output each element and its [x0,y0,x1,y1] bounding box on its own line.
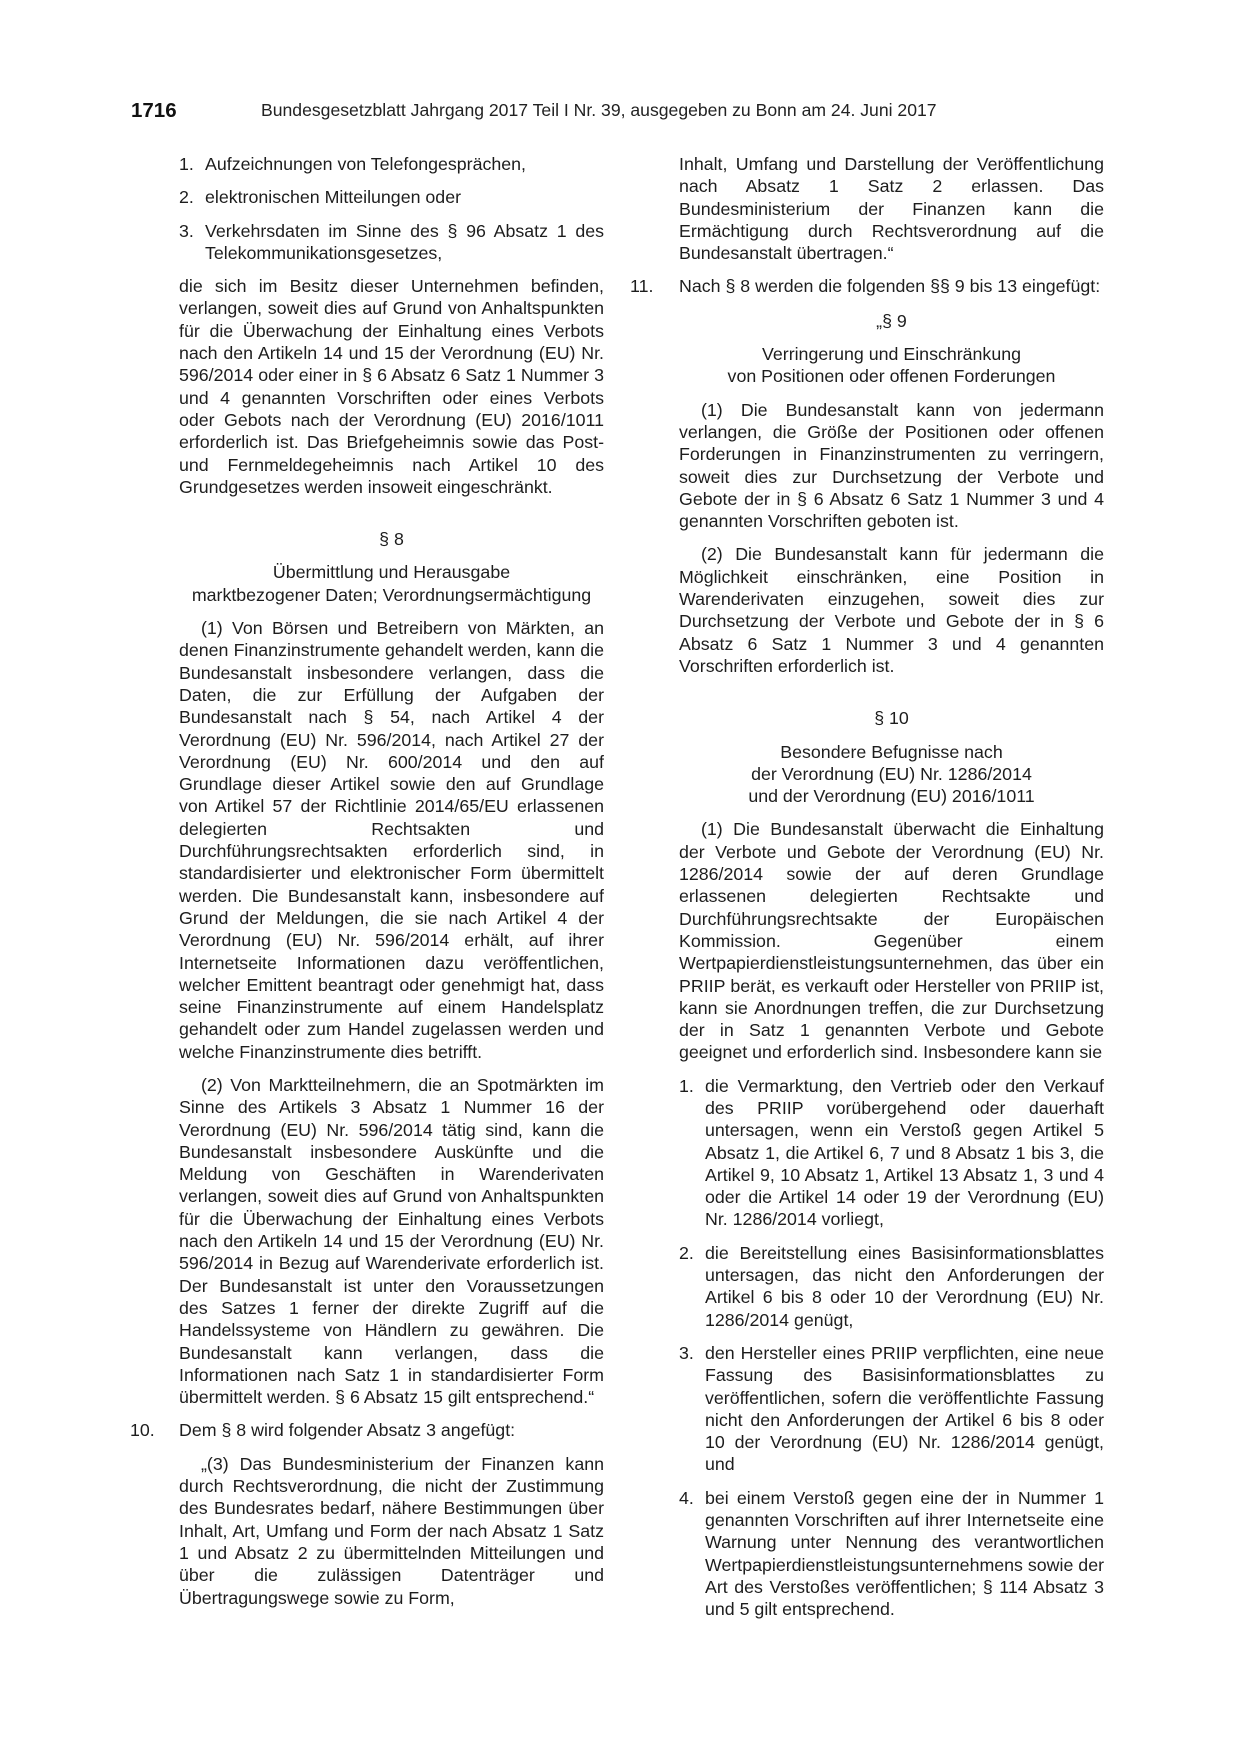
list-item [179,220,604,265]
quoted-paragraph: „(3) Das Bundesministerium der Finanzen kann durch Rechtsverordnung, die nicht der Zustimmung des Bundesrates bedarf, nähere Bestimmungen über Inhalt, Art, Umfang und Form der nach Absatz 1 Satz 1 und Absatz 2 zu übermittelnden Mitteilungen und über die zulässigen Datenträger und Übertragungswege sowie zu Form, [179,1453,604,1608]
list-item [679,1487,1104,1621]
section-title: marktbezogener Daten; Verordnungsermächtigung [191,584,592,605]
section-title: der Verordnung (EU) Nr. 1286/2014 [751,763,1032,784]
list-number: 1. [179,154,194,174]
section-sign: § 10 [874,708,909,729]
list-text: Aufzeichnungen von Telefongesprächen, [205,154,526,174]
paragraph: (1) Die Bundesanstalt überwacht die Einhaltung der Verbote und Gebote der Verordnung (EU) Nr. 1286/2014 sowie der auf deren Grundlage erlassenen delegierten Rechtsakte und Durchführungsrechtsakte der Europäischen Kommission. Gegenüber einem Wertpapierdienstleistungsunternehmen, das über ein PRIIP berät, es verkauft oder Hersteller von PRIIP ist, kann sie Anordnungen treffen, die zur Durchsetzung der in Satz 1 genannten Verbote und Gebote geeignet und erforderlich sind. Insbesondere kann sie [679,819,1104,1063]
section-sign: § 8 [379,529,404,550]
list-number: 1. [679,1075,694,1096]
right-column [630,153,1104,1621]
list-item [179,186,604,208]
section-title: und der Verordnung (EU) 2016/1011 [748,786,1035,807]
item-number: 11. [630,276,654,297]
paragraph: die sich im Besitz dieser Unternehmen befinden, verlangen, soweit dies auf Grund von Anhaltspunkten für die Überwachung der Einhaltung eines Verbots nach den Artikeln 14 und 15 der Verordnung (EU) Nr. 596/2014 oder einer in § 6 Absatz 6 Satz 1 Nummer 3 und 4 genannten Vorschriften oder eines Verbots oder Gebots nach der Verordnung (EU) 2016/1011 erforderlich ist. Das Briefgeheimnis sowie das Post- und Fernmeldegeheimnis nach Artikel 10 des Grundgesetzes werden insoweit eingeschränkt. [179,276,604,497]
running-head: Bundesgesetzblatt Jahrgang 2017 Teil I Nr. 39, ausgegeben zu Bonn am 24. Juni 2017 [261,100,937,120]
list-number: 3. [679,1342,694,1363]
list-text: die Vermarktung, den Vertrieb oder den Verkauf des PRIIP vorübergehend oder dauerhaft untersagen, wenn ein Verstoß gegen Artikel 5 Absatz 1, die Artikel 6, 7 und 8 Absatz 1 bis 3, die Artikel 9, 10 Absatz 1, Artikel 13 Absatz 1, 3 und 4 oder die Artikel 14 oder 19 der Verordnung (EU) Nr. 1286/2014 vorliegt, [705,1075,1104,1230]
amendment-item [130,1419,604,1441]
paragraph: (2) Von Marktteilnehmern, die an Spotmärkten im Sinne des Artikels 3 Absatz 1 Nummer 16 der Verordnung (EU) Nr. 596/2014 tätig sind, kann die Bundesanstalt insbesondere Auskünfte und die Meldung von Geschäften in Warenderivaten verlangen, soweit dies auf Grund von Anhaltspunkten für die Überwachung der Einhaltung eines Verbots nach den Artikeln 14 und 15 der Verordnung (EU) Nr. 596/2014 in Bezug auf Warenderivate erforderlich ist. Der Bundesanstalt ist unter den Voraussetzungen des Satzes 1 ferner der direkte Zugriff auf die Handelssysteme von Händlern zu gewähren. Die Bundesanstalt kann verlangen, dass die Informationen nach Satz 1 in standardisierter Form übermittelt werden. § 6 Absatz 15 gilt entsprechend.“ [179,1074,604,1408]
item-text: Nach § 8 werden die folgenden §§ 9 bis 13 eingefügt: [679,276,1101,297]
paragraph: Inhalt, Umfang und Darstellung der Veröffentlichung nach Absatz 1 Satz 2 erlassen. Das Bundesministerium der Finanzen kann die Ermächtigung durch Rechtsverordnung auf die Bundesanstalt übertragen.“ [679,154,1104,264]
paragraph: (1) Die Bundesanstalt kann von jedermann verlangen, die Größe der Positionen oder offenen Forderungen in Finanzinstrumenten zu verringern, soweit dies zur Durchsetzung der Verbote und Gebote der in § 6 Absatz 6 Satz 1 Nummer 3 und 4 genannten Vorschriften geboten ist. [679,399,1104,532]
list-item [679,1342,1104,1476]
list-number: 2. [679,1242,694,1263]
list-text: den Hersteller eines PRIIP verpflichten, eine neue Fassung des Basisinformationsblattes zu veröffentlichen, sofern die veröffentlichte Fassung nicht den Anforderungen der Artikel 6 bis 8 oder 10 der Verordnung (EU) Nr. 1286/2014 genügt, und [705,1342,1104,1475]
section-sign: „§ 9 [876,310,907,331]
list-number: 4. [679,1487,694,1508]
list-text: bei einem Verstoß gegen eine der in Nummer 1 genannten Vorschriften auf ihrer Internetseite eine Warnung unter Nennung des verantwortlichen Wertpapierdienstleistungsunternehmens sowie der Art des Verstoßes veröffentlichen; § 114 Absatz 3 und 5 gilt entsprechend. [705,1487,1104,1620]
list-number: 3. [179,220,194,241]
list-item [679,1242,1104,1331]
section-title: von Positionen oder offenen Forderungen [727,366,1056,387]
left-column [130,153,604,1609]
page-number: 1716 [131,99,177,122]
section-title: Besondere Befugnisse nach [780,741,1003,762]
list-item [679,1075,1104,1231]
paragraph: (1) Von Börsen und Betreibern von Märkten, an denen Finanzinstrumente gehandelt werden, kann die Bundesanstalt insbesondere verlangen, dass die Daten, die zur Erfüllung der Aufgaben der Bundesanstalt nach § 54, nach Artikel 4 der Verordnung (EU) Nr. 596/2014, nach Artikel 27 der Verordnung (EU) Nr. 600/2014 und den auf Grundlage dieser Artikel sowie den auf Grundlage von Artikel 57 der Richtlinie 2014/65/EU erlassenen delegierten Rechtsakten und Durchführungsrechtsakten erforderlich sind, in standardisierter und elektronischer Form übermittelt werden. Die Bundesanstalt kann, insbesondere auf Grund der Meldungen, die sie nach Artikel 4 der Verordnung (EU) Nr. 596/2014 erhält, auf ihrer Internetseite Informationen dazu veröffentlichen, welcher Emittent beantragt oder genehmigt hat, dass seine Finanzinstrumente auf einem Handelsplatz gehandelt oder zum Handel zugelassen werden und welche Finanzinstrumente dies betrifft. [179,618,604,1062]
section-title: Übermittlung und Herausgabe [272,562,511,583]
section-title: Verringerung und Einschränkung [762,344,1021,365]
list-number: 2. [179,187,194,208]
list-text: elektronischen Mitteilungen oder [205,187,462,208]
list-text: Verkehrsdaten im Sinne des § 96 Absatz 1 des Telekommunikationsgesetzes, [205,220,604,263]
amendment-item [630,275,1104,297]
list-text: die Bereitstellung eines Basisinformationsblattes untersagen, das nicht den Anforderungen der Artikel 6 bis 8 oder 10 der Verordnung (EU) Nr. 1286/2014 genügt, [705,1242,1104,1330]
item-number: 10. [130,1420,155,1441]
item-text: Dem § 8 wird folgender Absatz 3 angefügt: [179,1420,516,1441]
paragraph: (2) Die Bundesanstalt kann für jedermann die Möglichkeit einschränken, eine Position in Warenderivaten einzugehen, soweit dies zur Durchsetzung der Verbote und Gebote der in § 6 Absatz 6 Satz 1 Nummer 3 und 4 genannten Vorschriften erforderlich ist. [679,544,1104,676]
page-header [0,99,1241,127]
list-item [179,153,604,175]
